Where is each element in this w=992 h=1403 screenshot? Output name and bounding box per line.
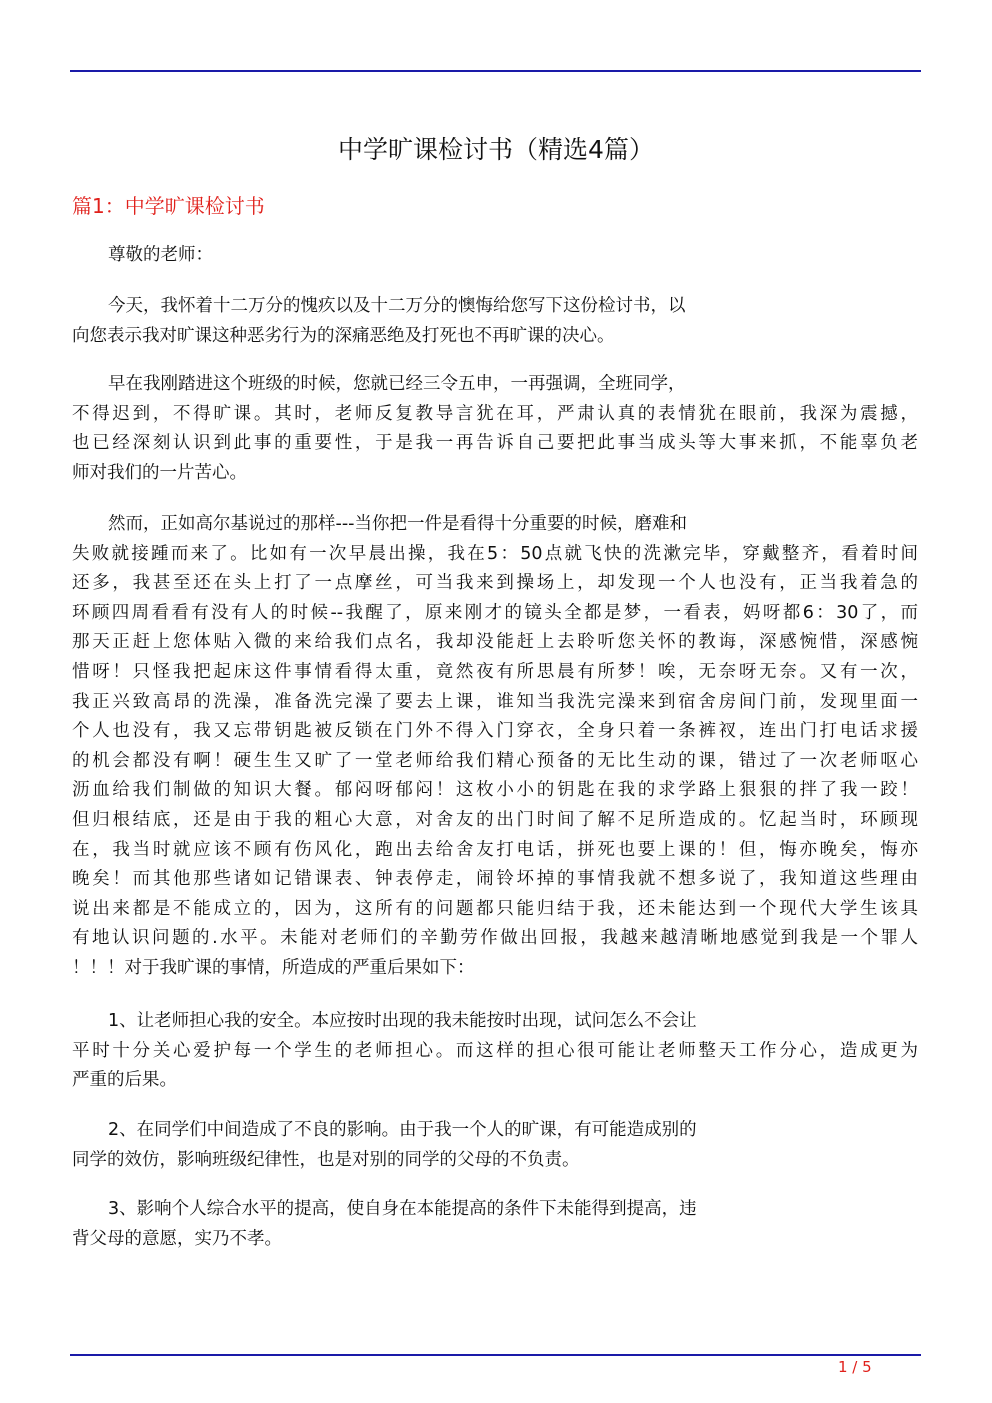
text-line: 个人也没有，我又忘带钥匙被反锁在门外不得入门穿衣，全身只着一条裤衩，连出门打电话求援: [72, 721, 918, 742]
text-line: 晚矣！而其他那些诸如记错课表、钟表停走，闹铃坏掉的事情我就不想多说了，我知道这些理由: [72, 869, 918, 890]
text-line: 尊敬的老师：: [108, 245, 213, 265]
text-line: 师对我们的一片苦心。: [72, 462, 247, 483]
text-line: 不得迟到，不得旷课。其时，老师反复教导言犹在耳，严肃认真的表情犹在眼前，我深为震撼，: [72, 403, 918, 424]
text-line: ！！！对于我旷课的事情，所造成的严重后果如下：: [72, 957, 475, 978]
text-line: 今天，我怀着十二万分的愧疚以及十二万分的懊悔给您写下这份检讨书，以: [108, 296, 686, 316]
footer-rule: [70, 1354, 921, 1356]
text-line: 背父母的意愿，实乃不孝。: [72, 1228, 282, 1249]
text-line: 1、让老师担心我的安全。本应按时出现的我未能按时出现，试问怎么不会让: [108, 1011, 697, 1031]
paragraph-2: [72, 370, 918, 488]
text-line: 有地认识问题的.水平。未能对老师们的辛勤劳作做出回报，我越来越清晰地感觉到我是一个罪人: [72, 928, 918, 949]
text-line: 早在我刚踏进这个班级的时候，您就已经三令五申，一再强调，全班同学，: [108, 374, 686, 394]
text-line: 也已经深刻认识到此事的重要性，于是我一再告诉自己要把此事当成头等大事来抓，不能辜负老: [72, 433, 918, 454]
paragraph-item-1: [72, 1007, 918, 1096]
text-line: 3、影响个人综合水平的提高，使自身在本能提高的条件下未能得到提高，违: [108, 1199, 697, 1219]
header-rule: [70, 70, 921, 72]
text-line: 还多，我甚至还在头上打了一点摩丝，可当我来到操场上，却发现一个人也没有，正当我着急的: [72, 573, 918, 594]
paragraph-salutation: [72, 241, 918, 271]
document-title: 中学旷课检讨书（精选4篇）: [338, 135, 654, 164]
text-line: 惜呀！只怪我把起床这件事情看得太重，竟然夜有所思晨有所梦！唉，无奈呀无奈。又有一次，: [72, 661, 918, 682]
paragraph-item-2: [72, 1116, 918, 1175]
paragraph-item-3: [72, 1195, 918, 1254]
text-line: 平时十分关心爱护每一个学生的老师担心。而这样的担心很可能让老师整天工作分心，造成更为: [72, 1040, 918, 1061]
section-heading: 篇1：中学旷课检讨书: [72, 194, 265, 218]
text-line: 环顾四周看看有没有人的时候--我醒了，原来刚才的镜头全都是梦，一看表，妈呀都6：30了，而: [72, 602, 918, 623]
text-line: 的机会都没有啊！硬生生又旷了一堂老师给我们精心预备的无比生动的课，错过了一次老师呕心: [72, 750, 918, 771]
text-line: 那天正赶上您体贴入微的来给我们点名，我却没能赶上去聆听您关怀的教诲，深感惋惜，深感惋: [72, 632, 918, 653]
text-line: 说出来都是不能成立的，因为，这所有的问题都只能归结于我，还未能达到一个现代大学生该具: [72, 898, 918, 919]
text-line: 然而，正如高尔基说过的那样---当你把一件是看得十分重要的时候，磨难和: [108, 514, 687, 534]
text-line: 在，我当时就应该不顾有伤风化，跑出去给舍友打电话，拼死也要上课的！但，悔亦晚矣，悔亦: [72, 839, 918, 860]
paragraph-3: [72, 510, 918, 984]
text-line: 2、在同学们中间造成了不良的影响。由于我一个人的旷课，有可能造成别的: [108, 1120, 697, 1140]
paragraph-1: [72, 292, 918, 351]
text-line: 沥血给我们制做的知识大餐。郁闷呀郁闷！这枚小小的钥匙在我的求学路上狠狠的拌了我一跤！: [72, 780, 918, 801]
text-line: 严重的后果。: [72, 1070, 177, 1091]
text-line: 向您表示我对旷课这种恶劣行为的深痛恶绝及打死也不再旷课的决心。: [72, 325, 615, 346]
text-line: 但归根结底，还是由于我的粗心大意，对舍友的出门时间了解不足所造成的。忆起当时，环顾现: [72, 809, 918, 830]
page-number: 1 / 5: [838, 1358, 872, 1376]
text-line: 同学的效仿，影响班级纪律性，也是对别的同学的父母的不负责。: [72, 1149, 580, 1170]
text-line: 我正兴致高昂的洗澡，准备洗完澡了要去上课，谁知当我洗完澡来到宿舍房间门前，发现里面一: [72, 691, 918, 712]
text-line: 失败就接踵而来了。比如有一次早晨出操，我在5：50点就飞快的洗漱完毕，穿戴整齐，看着时间: [72, 543, 918, 564]
